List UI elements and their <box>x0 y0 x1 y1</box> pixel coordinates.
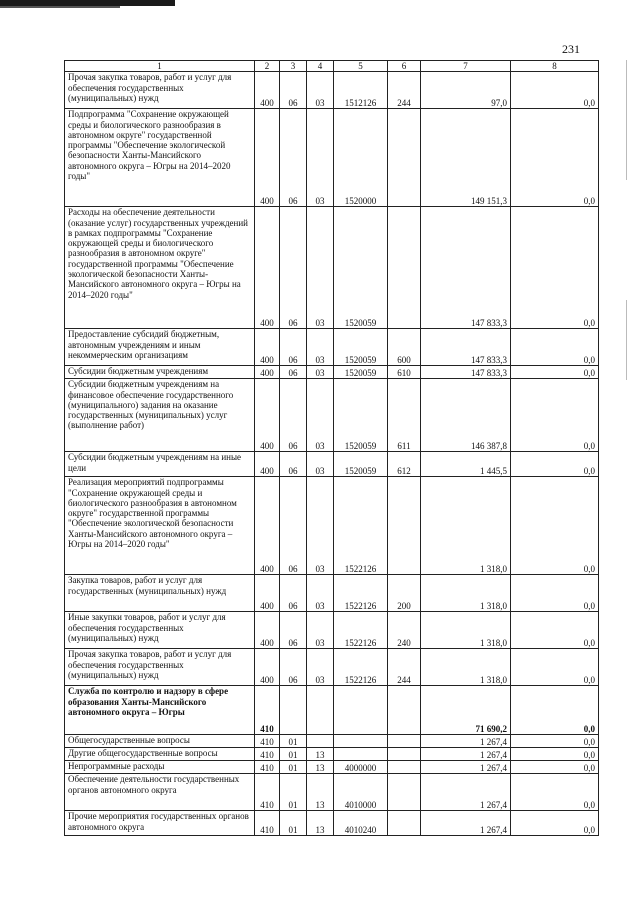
row-code-subsection: 03 <box>307 109 334 207</box>
table-header-row <box>65 61 599 72</box>
row-code-target: 4010000 <box>334 774 388 811</box>
row-code-target: 1520000 <box>334 109 388 207</box>
table-row <box>65 109 599 207</box>
row-code-section: 06 <box>280 649 307 686</box>
row-amount: 97,0 <box>421 72 511 109</box>
row-name: Субсидии бюджетным учреждениям на финансовое обеспечение государственного (муниципального) задания на оказание государственных (муниципальных) услуг (выполнение работ) <box>65 379 255 452</box>
row-amount-2: 0,0 <box>511 379 599 452</box>
table-row <box>65 735 599 748</box>
row-amount: 147 833,3 <box>421 207 511 329</box>
row-code-admin: 400 <box>255 452 280 477</box>
row-code-type: 200 <box>388 575 421 612</box>
row-code-subsection: 03 <box>307 379 334 452</box>
table-row <box>65 452 599 477</box>
row-code-target: 1522126 <box>334 612 388 649</box>
row-code-section: 06 <box>280 452 307 477</box>
row-name: Обеспечение деятельности государственных органов автономного округа <box>65 774 255 811</box>
margin-mark <box>626 60 627 180</box>
row-amount-2: 0,0 <box>511 575 599 612</box>
row-code-subsection: 03 <box>307 72 334 109</box>
row-amount-2: 0,0 <box>511 686 599 735</box>
row-code-type: 612 <box>388 452 421 477</box>
row-code-target: 1520059 <box>334 329 388 366</box>
row-code-target: 1520059 <box>334 452 388 477</box>
row-code-target: 4010240 <box>334 811 388 836</box>
column-header: 8 <box>511 61 599 72</box>
column-header: 3 <box>280 61 307 72</box>
row-amount-2: 0,0 <box>511 811 599 836</box>
column-header: 1 <box>65 61 255 72</box>
scan-artifact-line <box>0 6 120 8</box>
column-header: 5 <box>334 61 388 72</box>
row-code-type <box>388 686 421 735</box>
row-amount: 1 267,4 <box>421 735 511 748</box>
row-code-type <box>388 207 421 329</box>
table-row <box>65 329 599 366</box>
row-code-admin: 400 <box>255 612 280 649</box>
table-row <box>65 477 599 575</box>
row-amount: 1 318,0 <box>421 612 511 649</box>
row-code-subsection: 13 <box>307 774 334 811</box>
row-code-section: 01 <box>280 761 307 774</box>
row-amount-2: 0,0 <box>511 366 599 379</box>
row-amount: 1 267,4 <box>421 748 511 761</box>
row-code-admin: 410 <box>255 748 280 761</box>
row-code-type: 600 <box>388 329 421 366</box>
row-code-section: 06 <box>280 612 307 649</box>
row-code-admin: 410 <box>255 735 280 748</box>
row-code-type <box>388 811 421 836</box>
row-code-section: 06 <box>280 329 307 366</box>
row-code-section: 06 <box>280 366 307 379</box>
row-name: Другие общегосударственные вопросы <box>65 748 255 761</box>
row-code-subsection: 03 <box>307 477 334 575</box>
row-amount: 1 445,5 <box>421 452 511 477</box>
row-code-type <box>388 748 421 761</box>
row-code-subsection: 03 <box>307 575 334 612</box>
row-code-type <box>388 109 421 207</box>
row-amount: 147 833,3 <box>421 366 511 379</box>
table-row <box>65 811 599 836</box>
row-name: Прочая закупка товаров, работ и услуг для обеспечения государственных (муниципальных) нужд <box>65 649 255 686</box>
row-amount-2: 0,0 <box>511 72 599 109</box>
row-code-section: 01 <box>280 735 307 748</box>
row-code-section: 06 <box>280 109 307 207</box>
row-code-section: 06 <box>280 207 307 329</box>
table-row <box>65 761 599 774</box>
row-amount: 149 151,3 <box>421 109 511 207</box>
row-code-section <box>280 686 307 735</box>
row-code-subsection: 03 <box>307 207 334 329</box>
row-name: Прочие мероприятия государственных органов автономного округа <box>65 811 255 836</box>
page-number: 231 <box>562 42 580 56</box>
row-code-target: 1520059 <box>334 366 388 379</box>
row-name: Иные закупки товаров, работ и услуг для обеспечения государственных (муниципальных) нужд <box>65 612 255 649</box>
row-code-target: 1522126 <box>334 575 388 612</box>
row-name: Общегосударственные вопросы <box>65 735 255 748</box>
table-row <box>65 612 599 649</box>
row-code-type: 244 <box>388 649 421 686</box>
row-amount: 1 267,4 <box>421 761 511 774</box>
table-row <box>65 649 599 686</box>
row-name: Прочая закупка товаров, работ и услуг для обеспечения государственных (муниципальных) нужд <box>65 72 255 109</box>
row-amount-2: 0,0 <box>511 109 599 207</box>
row-code-type: 240 <box>388 612 421 649</box>
row-code-admin: 400 <box>255 575 280 612</box>
row-code-admin: 410 <box>255 686 280 735</box>
row-code-admin: 410 <box>255 774 280 811</box>
row-code-section: 01 <box>280 748 307 761</box>
row-name: Предоставление субсидий бюджетным, автономным учреждениям и иным некоммерческим организациям <box>65 329 255 366</box>
row-amount: 71 690,2 <box>421 686 511 735</box>
row-code-subsection: 03 <box>307 452 334 477</box>
table-row <box>65 575 599 612</box>
row-code-type <box>388 477 421 575</box>
row-code-admin: 400 <box>255 329 280 366</box>
table-row <box>65 366 599 379</box>
row-code-subsection <box>307 686 334 735</box>
row-code-admin: 400 <box>255 379 280 452</box>
row-name: Подпрограмма "Сохранение окружающей среды и биологического разнообразия в автономном округе" государственной программы "Обеспечение экологической безопасности Ханты-Мансийского автономного округа – Югры на 2014–2020 годы" <box>65 109 255 207</box>
table-row <box>65 207 599 329</box>
table-row <box>65 686 599 735</box>
column-header: 2 <box>255 61 280 72</box>
row-code-type <box>388 735 421 748</box>
row-name: Закупка товаров, работ и услуг для государственных (муниципальных) нужд <box>65 575 255 612</box>
row-code-target: 1512126 <box>334 72 388 109</box>
row-code-admin: 400 <box>255 649 280 686</box>
row-code-section: 06 <box>280 379 307 452</box>
row-code-subsection: 03 <box>307 649 334 686</box>
row-name: Непрограммные расходы <box>65 761 255 774</box>
row-name: Субсидии бюджетным учреждениям на иные цели <box>65 452 255 477</box>
row-amount-2: 0,0 <box>511 477 599 575</box>
margin-mark <box>626 300 627 380</box>
row-code-subsection: 13 <box>307 748 334 761</box>
row-code-type: 244 <box>388 72 421 109</box>
row-code-subsection <box>307 735 334 748</box>
row-amount-2: 0,0 <box>511 761 599 774</box>
row-code-admin: 400 <box>255 207 280 329</box>
row-name: Реализация мероприятий подпрограммы "Сохранение окружающей среды и биологического разнообразия в автономном округе" государственной программы "Обеспечение экологической безопасности Ханты-Мансийского автономного округа – Югры на 2014–2020 годы" <box>65 477 255 575</box>
table-row <box>65 379 599 452</box>
row-code-target: 1520059 <box>334 379 388 452</box>
row-code-type <box>388 761 421 774</box>
row-code-target <box>334 735 388 748</box>
table-row <box>65 774 599 811</box>
row-code-section: 06 <box>280 477 307 575</box>
budget-table <box>64 60 599 836</box>
row-amount-2: 0,0 <box>511 649 599 686</box>
row-code-type <box>388 774 421 811</box>
row-code-admin: 400 <box>255 109 280 207</box>
row-code-admin: 410 <box>255 811 280 836</box>
row-code-admin: 400 <box>255 72 280 109</box>
row-code-section: 01 <box>280 811 307 836</box>
column-header: 6 <box>388 61 421 72</box>
row-amount-2: 0,0 <box>511 207 599 329</box>
row-name: Служба по контролю и надзору в сфере образования Ханты-Мансийского автономного округа – Югры <box>65 686 255 735</box>
row-code-subsection: 03 <box>307 329 334 366</box>
row-amount-2: 0,0 <box>511 452 599 477</box>
row-code-target: 1520059 <box>334 207 388 329</box>
row-amount-2: 0,0 <box>511 748 599 761</box>
row-code-type: 611 <box>388 379 421 452</box>
row-amount: 1 318,0 <box>421 575 511 612</box>
row-code-admin: 400 <box>255 477 280 575</box>
row-code-subsection: 03 <box>307 366 334 379</box>
row-amount: 1 318,0 <box>421 477 511 575</box>
row-code-target: 4000000 <box>334 761 388 774</box>
row-code-section: 01 <box>280 774 307 811</box>
row-amount: 1 318,0 <box>421 649 511 686</box>
row-name: Расходы на обеспечение деятельности (оказание услуг) государственных учреждений в рамках подпрограммы "Сохранение окружающей среды и биологического разнообразия в автономном округе" государственной программы "Обеспечение экологической безопасности Ханты-Мансийского автономного округа – Югры на 2014–2020 годы" <box>65 207 255 329</box>
row-code-subsection: 13 <box>307 761 334 774</box>
row-code-target: 1522126 <box>334 477 388 575</box>
row-code-section: 06 <box>280 72 307 109</box>
row-amount-2: 0,0 <box>511 774 599 811</box>
row-code-admin: 400 <box>255 366 280 379</box>
row-code-section: 06 <box>280 575 307 612</box>
row-amount-2: 0,0 <box>511 735 599 748</box>
row-amount: 1 267,4 <box>421 811 511 836</box>
row-code-subsection: 13 <box>307 811 334 836</box>
row-amount: 1 267,4 <box>421 774 511 811</box>
table-row <box>65 748 599 761</box>
row-code-target <box>334 686 388 735</box>
row-code-subsection: 03 <box>307 612 334 649</box>
column-header: 7 <box>421 61 511 72</box>
table-row <box>65 72 599 109</box>
row-amount-2: 0,0 <box>511 612 599 649</box>
row-code-target: 1522126 <box>334 649 388 686</box>
row-code-target <box>334 748 388 761</box>
row-code-type: 610 <box>388 366 421 379</box>
row-amount-2: 0,0 <box>511 329 599 366</box>
row-amount: 146 387,8 <box>421 379 511 452</box>
row-name: Субсидии бюджетным учреждениям <box>65 366 255 379</box>
row-amount: 147 833,3 <box>421 329 511 366</box>
row-code-admin: 410 <box>255 761 280 774</box>
column-header: 4 <box>307 61 334 72</box>
